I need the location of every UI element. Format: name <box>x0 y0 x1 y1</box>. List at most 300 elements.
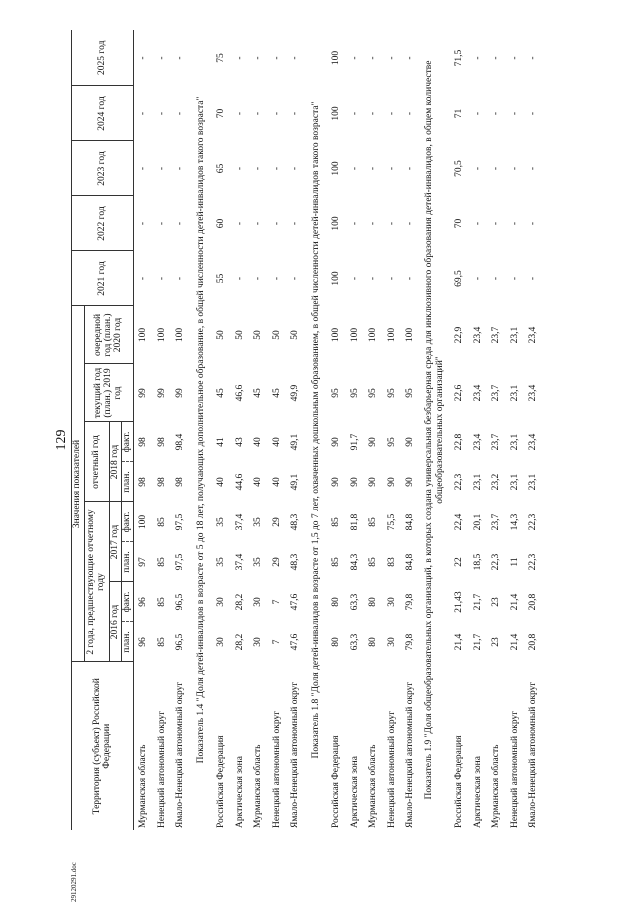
prev-two-years-header: 2 года, предшествующие отчетному году <box>85 502 110 662</box>
value-cell: 23,4 <box>472 433 483 451</box>
plan-header: план. <box>122 622 134 662</box>
value-cell: 35 <box>253 517 264 527</box>
year-2022-header: 2022 год <box>72 196 134 251</box>
year-2018-header: 2018 год <box>110 422 122 502</box>
value-cell: 18,5 <box>472 553 483 571</box>
value-cell: 69,5 <box>454 270 465 287</box>
value-cell: 40 <box>271 437 282 447</box>
value-cell: - <box>491 276 502 281</box>
page-number: 129 <box>54 429 69 451</box>
territory-name: Российская Федерация <box>331 735 342 828</box>
value-cell: 99 <box>175 388 186 398</box>
value-cell: - <box>290 166 301 171</box>
value-cell: 100 <box>156 327 167 343</box>
value-cell: 81,8 <box>349 513 360 531</box>
territory-name: Российская Федерация <box>454 735 465 828</box>
value-cell: 23,1 <box>509 473 520 491</box>
table-row <box>345 30 364 830</box>
value-cell: 83 <box>386 557 397 567</box>
value-cell: - <box>253 56 264 60</box>
value-cell: 90 <box>405 477 416 487</box>
value-cell: 48,3 <box>290 553 301 571</box>
value-cell: 47,6 <box>290 593 301 611</box>
value-cell: 22,3 <box>491 553 502 571</box>
value-cell: - <box>491 221 502 226</box>
territory-name: Ненецкий автономный округ <box>271 710 282 828</box>
value-cell: 40 <box>253 477 264 487</box>
value-cell: 96 <box>138 597 149 607</box>
value-cell: 97,5 <box>175 553 186 571</box>
table-row <box>487 30 506 830</box>
value-cell: 23,1 <box>528 473 539 491</box>
value-cell: - <box>386 111 397 116</box>
value-cell: 70,5 <box>454 160 465 177</box>
value-cell: - <box>472 111 483 116</box>
table-row <box>383 30 402 830</box>
table-row <box>468 30 487 830</box>
current-year-header: текущий год (план.) 2019 год <box>85 364 134 422</box>
fact-header: факт. <box>122 422 134 462</box>
value-cell: 23,2 <box>491 473 502 491</box>
value-cell: 49,9 <box>290 384 301 402</box>
indicator-row <box>305 30 327 830</box>
value-cell: 37,4 <box>234 513 245 531</box>
territory-name: Арктическая зона <box>349 756 360 828</box>
value-cell: - <box>509 111 520 116</box>
value-cell: 23,7 <box>491 433 502 451</box>
table-row <box>286 30 305 830</box>
territory-name: Ямало-Ненецкий автономный округ <box>175 681 186 828</box>
value-cell: - <box>234 166 245 171</box>
value-cell: - <box>349 166 360 171</box>
value-cell: - <box>528 56 539 60</box>
indicators-table <box>71 30 543 830</box>
value-cell: 84,8 <box>405 513 416 531</box>
value-cell: 23 <box>491 637 502 647</box>
value-cell: 96,5 <box>175 593 186 611</box>
value-cell: - <box>386 221 397 226</box>
value-cell: 99 <box>138 388 149 398</box>
value-cell: 60 <box>216 218 227 229</box>
territory-name: Арктическая зона <box>234 756 245 828</box>
table-row <box>134 30 153 830</box>
fact-header: факт. <box>122 502 134 542</box>
value-cell: 98 <box>175 477 186 487</box>
table-row <box>364 30 383 830</box>
value-cell: 22 <box>454 557 465 567</box>
value-cell: 75,5 <box>386 513 397 531</box>
value-cell: - <box>138 276 149 281</box>
value-cell: 22,8 <box>454 433 465 451</box>
territory-name: Ямало-Ненецкий автономный округ <box>290 681 301 828</box>
value-cell: 85 <box>156 597 167 607</box>
value-cell: - <box>386 166 397 171</box>
value-cell: - <box>368 166 379 171</box>
value-cell: - <box>138 111 149 116</box>
value-cell: - <box>349 221 360 226</box>
value-cell: - <box>509 276 520 281</box>
territory-name: Ямало-Ненецкий автономный округ <box>528 681 539 828</box>
value-cell: 100 <box>405 327 416 343</box>
value-cell: - <box>528 166 539 171</box>
value-cell: - <box>234 276 245 281</box>
value-cell: 96 <box>138 637 149 647</box>
value-cell: 50 <box>290 330 301 340</box>
value-cell: 35 <box>253 557 264 567</box>
value-cell: 97,5 <box>175 513 186 531</box>
fact-header: факт. <box>122 582 134 622</box>
value-cell: 23,7 <box>491 326 502 344</box>
value-cell: 91,7 <box>349 433 360 451</box>
table-row <box>153 30 172 830</box>
value-cell: 90 <box>331 437 342 447</box>
territory-name: Мурманская область <box>491 744 502 828</box>
value-cell: 29 <box>271 557 282 567</box>
value-cell: - <box>405 56 416 60</box>
value-cell: - <box>253 276 264 281</box>
value-cell: - <box>271 56 282 60</box>
value-cell: - <box>368 111 379 116</box>
table-row <box>230 30 249 830</box>
year-2021-header: 2021 год <box>72 251 134 306</box>
value-cell: 22,4 <box>454 513 465 531</box>
value-cell: 95 <box>405 388 416 398</box>
value-cell: 100 <box>331 106 342 121</box>
value-cell: - <box>253 221 264 226</box>
value-cell: 45 <box>253 388 264 398</box>
value-cell: 23,7 <box>491 384 502 402</box>
value-cell: 85 <box>368 517 379 527</box>
reporting-year-header: отчетный год <box>85 422 110 502</box>
value-cell: - <box>509 221 520 226</box>
territory-name: Мурманская область <box>368 744 379 828</box>
value-cell: 23,4 <box>528 384 539 402</box>
value-cell: 30 <box>386 597 397 607</box>
territory-name: Мурманская область <box>253 744 264 828</box>
table-row <box>506 30 525 830</box>
value-cell: - <box>405 221 416 226</box>
value-cell: 100 <box>386 327 397 343</box>
value-cell: 95 <box>386 437 397 447</box>
indicator-row <box>190 30 212 830</box>
value-cell: 98,4 <box>175 433 186 451</box>
value-cell: - <box>290 56 301 60</box>
year-2016-header: 2016 год <box>110 582 122 662</box>
value-cell: 23 <box>491 597 502 607</box>
value-cell: - <box>491 111 502 116</box>
value-cell: 23,4 <box>528 326 539 344</box>
value-cell: 100 <box>138 327 149 343</box>
value-cell: 22,3 <box>528 553 539 571</box>
value-cell: - <box>290 221 301 226</box>
value-cell: 30 <box>253 637 264 647</box>
territory-header: Территория (субъект) Российской Федерации <box>72 662 134 830</box>
value-cell: 40 <box>271 477 282 487</box>
value-cell: - <box>175 166 186 171</box>
value-cell: - <box>234 56 245 60</box>
indicator-title: Показатель 1.4 "Доля детей-инвалидов в возрасте от 5 до 18 лет, получающих дополнительное образование, в общей численности детей-инвалидов такого возраста" <box>195 96 206 764</box>
territory-name: Мурманская область <box>138 744 149 828</box>
value-cell: 71 <box>454 108 465 119</box>
value-cell: 23,1 <box>509 384 520 402</box>
value-cell: - <box>156 221 167 226</box>
value-cell: 40 <box>216 477 227 487</box>
value-cell: 30 <box>216 637 227 647</box>
table-row <box>401 30 420 830</box>
value-cell: 50 <box>216 330 227 340</box>
value-cell: 23,4 <box>472 326 483 344</box>
plan-header: план. <box>122 542 134 582</box>
value-cell: 100 <box>368 327 379 343</box>
value-cell: 71,5 <box>454 49 465 67</box>
value-cell: - <box>234 111 245 116</box>
value-cell: - <box>509 166 520 171</box>
value-cell: - <box>138 221 149 226</box>
value-cell: - <box>156 56 167 60</box>
value-cell: 80 <box>368 637 379 647</box>
rotated-table-container <box>71 30 611 830</box>
value-cell: 30 <box>216 597 227 607</box>
value-cell: - <box>349 111 360 116</box>
table-body <box>134 30 543 830</box>
value-cell: 79,8 <box>405 633 416 651</box>
value-cell: 85 <box>331 557 342 567</box>
value-cell: - <box>472 56 483 60</box>
value-cell: 21,7 <box>472 633 483 651</box>
value-cell: 95 <box>349 388 360 398</box>
value-cell: - <box>509 56 520 60</box>
value-cell: - <box>253 111 264 116</box>
value-cell: - <box>528 221 539 226</box>
value-cell: - <box>472 166 483 171</box>
value-cell: 23,7 <box>491 513 502 531</box>
value-cell: 21,7 <box>472 593 483 611</box>
value-cell: 30 <box>386 637 397 647</box>
value-cell: - <box>156 276 167 281</box>
value-cell: - <box>138 56 149 60</box>
value-cell: - <box>368 276 379 281</box>
value-cell: 41 <box>216 437 227 447</box>
value-cell: 49,1 <box>290 473 301 491</box>
value-cell: 90 <box>331 477 342 487</box>
value-cell: - <box>271 221 282 226</box>
value-cell: 23,4 <box>528 433 539 451</box>
value-cell: 96,5 <box>175 633 186 651</box>
value-cell: - <box>386 56 397 60</box>
value-cell: - <box>349 56 360 60</box>
value-cell: 65 <box>216 163 227 174</box>
territory-name: Арктическая зона <box>472 756 483 828</box>
value-cell: - <box>290 111 301 116</box>
value-cell: - <box>472 221 483 226</box>
footer-filename: 29120291.doc <box>70 862 78 902</box>
value-cell: 80 <box>331 637 342 647</box>
value-cell: 23,1 <box>509 326 520 344</box>
value-cell: 35 <box>216 517 227 527</box>
value-cell: - <box>156 111 167 116</box>
table-row <box>249 30 268 830</box>
value-cell: 75 <box>216 53 227 63</box>
territory-name: Российская Федерация <box>216 735 227 828</box>
value-cell: - <box>368 221 379 226</box>
value-cell: - <box>491 166 502 171</box>
value-cell: - <box>175 221 186 226</box>
value-cell: - <box>528 111 539 116</box>
value-cell: 55 <box>216 273 227 284</box>
value-cell: 21,43 <box>454 591 465 613</box>
value-cell: 50 <box>253 330 264 340</box>
table-row <box>524 30 543 830</box>
value-cell: - <box>175 56 186 60</box>
value-cell: - <box>271 111 282 116</box>
value-cell: 47,6 <box>290 633 301 651</box>
value-cell: 70 <box>454 218 465 229</box>
value-cell: 98 <box>138 437 149 447</box>
value-cell: 44,6 <box>234 473 245 491</box>
value-cell: 95 <box>386 388 397 398</box>
value-cell: 79,8 <box>405 593 416 611</box>
value-cell: 35 <box>216 557 227 567</box>
value-cell: 22,3 <box>454 473 465 491</box>
value-cell: 100 <box>331 50 342 66</box>
value-cell: 90 <box>405 437 416 447</box>
value-cell: 28,2 <box>234 593 245 611</box>
territory-name: Ненецкий автономный округ <box>386 710 397 828</box>
value-cell: 70 <box>216 108 227 119</box>
value-cell: 28,2 <box>234 633 245 651</box>
value-cell: 98 <box>138 477 149 487</box>
value-cell: 95 <box>331 388 342 398</box>
indicator-row <box>420 30 450 830</box>
value-cell: - <box>349 276 360 281</box>
value-cell: 22,3 <box>528 513 539 531</box>
value-cell: 100 <box>331 216 342 231</box>
value-cell: 29 <box>271 517 282 527</box>
year-2025-header: 2025 год <box>72 30 134 86</box>
value-cell: 23,1 <box>509 433 520 451</box>
value-cell: 90 <box>349 477 360 487</box>
value-cell: 85 <box>368 557 379 567</box>
plan-header: план. <box>122 462 134 502</box>
value-cell: - <box>290 276 301 281</box>
value-cell: 100 <box>331 161 342 176</box>
value-cell: - <box>138 166 149 171</box>
value-cell: - <box>271 276 282 281</box>
value-cell: - <box>528 276 539 281</box>
value-cell: 90 <box>368 437 379 447</box>
value-cell: 80 <box>331 597 342 607</box>
value-cell: 43 <box>234 437 245 447</box>
value-cell: 45 <box>216 388 227 398</box>
value-cell: - <box>472 276 483 281</box>
value-cell: 84,8 <box>405 553 416 571</box>
value-cell: 50 <box>234 330 245 340</box>
table-row <box>171 30 190 830</box>
value-cell: 46,6 <box>234 384 245 402</box>
value-cell: 11 <box>509 557 520 567</box>
value-cell: 85 <box>156 637 167 647</box>
value-cell: 99 <box>156 388 167 398</box>
territory-name: Ненецкий автономный округ <box>509 710 520 828</box>
value-cell: 30 <box>253 597 264 607</box>
value-cell: 85 <box>156 557 167 567</box>
value-cell: 20,8 <box>528 593 539 611</box>
value-cell: 23,1 <box>472 473 483 491</box>
value-cell: - <box>368 56 379 60</box>
value-cell: 21,4 <box>509 593 520 611</box>
value-cell: - <box>175 276 186 281</box>
next-year-header: очередной год (план.) 2020 год <box>85 306 134 364</box>
value-cell: 7 <box>271 599 282 605</box>
values-header: Значения показателей <box>72 306 85 662</box>
table-row <box>212 30 231 830</box>
table-row <box>327 30 346 830</box>
value-cell: - <box>234 221 245 226</box>
value-cell: 100 <box>349 327 360 343</box>
value-cell: 49,1 <box>290 433 301 451</box>
value-cell: 100 <box>175 327 186 343</box>
value-cell: 85 <box>331 517 342 527</box>
value-cell: - <box>405 166 416 171</box>
value-cell: 85 <box>156 517 167 527</box>
value-cell: 48,3 <box>290 513 301 531</box>
value-cell: 98 <box>156 437 167 447</box>
value-cell: 7 <box>271 639 282 645</box>
value-cell: 14,3 <box>509 513 520 531</box>
value-cell: - <box>175 111 186 116</box>
value-cell: 22,9 <box>454 326 465 344</box>
value-cell: 100 <box>331 327 342 343</box>
value-cell: 37,4 <box>234 553 245 571</box>
value-cell: 20,1 <box>472 513 483 531</box>
territory-name: Ямало-Ненецкий автономный округ <box>405 681 416 828</box>
value-cell: 50 <box>271 330 282 340</box>
value-cell: 21,4 <box>454 633 465 651</box>
indicator-title: Показатель 1.9 "Доля общеобразовательных организаций, в которых создана универсальная безбарьерная среда для инклюзивного образования детей-инвалидов, в общем количестве общеобразовательных организаций" <box>424 60 445 800</box>
value-cell: 100 <box>331 271 342 286</box>
value-cell: 63,3 <box>349 633 360 651</box>
value-cell: 84,3 <box>349 553 360 571</box>
value-cell: - <box>405 111 416 116</box>
value-cell: - <box>386 276 397 281</box>
year-2024-header: 2024 год <box>72 86 134 141</box>
value-cell: 22,6 <box>454 384 465 402</box>
value-cell: 97 <box>138 557 149 567</box>
value-cell: 45 <box>271 388 282 398</box>
value-cell: 90 <box>368 477 379 487</box>
value-cell: 21,4 <box>509 633 520 651</box>
territory-name: Ненецкий автономный округ <box>156 710 167 828</box>
value-cell: 95 <box>368 388 379 398</box>
value-cell: - <box>156 166 167 171</box>
value-cell: - <box>271 166 282 171</box>
value-cell: 90 <box>386 477 397 487</box>
value-cell: - <box>253 166 264 171</box>
value-cell: 63,3 <box>349 593 360 611</box>
value-cell: 100 <box>138 514 149 530</box>
year-2023-header: 2023 год <box>72 141 134 196</box>
value-cell: 40 <box>253 437 264 447</box>
indicator-title: Показатель 1.8 "Доля детей-инвалидов в возрасте от 1,5 до 7 лет, охваченных дошкольным образованием, в общей численности детей-инвалидов такого возраста" <box>310 101 321 759</box>
year-2017-header: 2017 год <box>110 502 122 582</box>
value-cell: 80 <box>368 597 379 607</box>
value-cell: 20,8 <box>528 633 539 651</box>
value-cell: - <box>405 276 416 281</box>
table-row <box>268 30 287 830</box>
value-cell: 23,4 <box>472 384 483 402</box>
value-cell: - <box>491 56 502 60</box>
value-cell: 98 <box>156 477 167 487</box>
